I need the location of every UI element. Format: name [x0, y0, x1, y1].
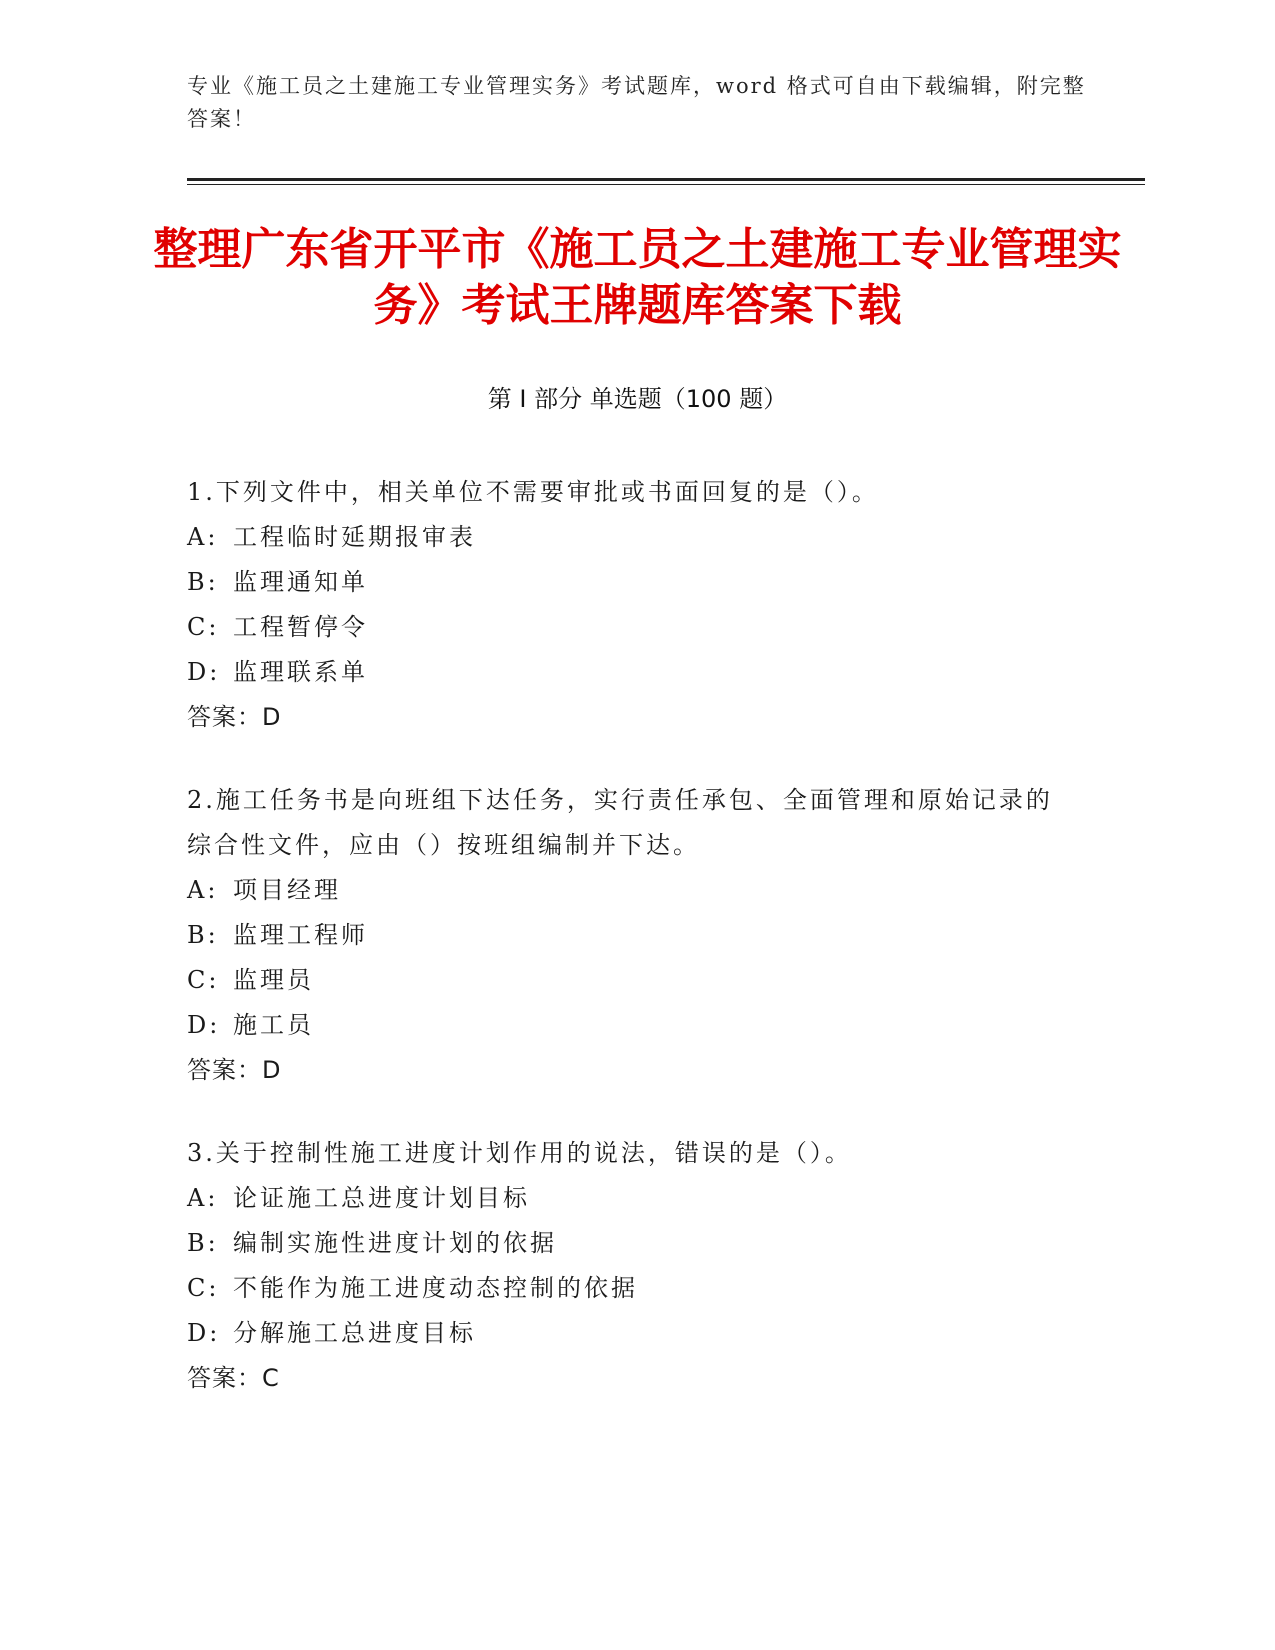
option-b	[187, 913, 1067, 958]
header-rule-thin	[187, 184, 1145, 185]
option-b	[187, 560, 1067, 605]
option-text: 不能作为施工进度动态控制的依据	[233, 1274, 638, 1302]
option-key: A:	[187, 523, 219, 551]
option-key: D:	[187, 1011, 221, 1039]
question-2	[187, 778, 1067, 1093]
question-stem: 1.下列文件中，相关单位不需要审批或书面回复的是（）。	[187, 478, 879, 506]
option-key: C:	[187, 1274, 220, 1302]
option-text: 分解施工总进度目标	[233, 1319, 476, 1347]
option-key: D:	[187, 658, 221, 686]
option-text: 编制实施性进度计划的依据	[233, 1229, 557, 1257]
question-1	[187, 470, 1067, 740]
option-text: 施工员	[233, 1011, 314, 1039]
option-key: B:	[187, 921, 219, 949]
question-3	[187, 1131, 1067, 1401]
option-key: A:	[187, 1184, 219, 1212]
option-d	[187, 650, 1067, 695]
answer-line: 答案：C	[187, 1364, 280, 1392]
option-key: B:	[187, 568, 219, 596]
option-key: B:	[187, 1229, 219, 1257]
question-list	[187, 470, 1067, 1439]
option-b	[187, 1221, 1067, 1266]
option-c	[187, 605, 1067, 650]
option-text: 工程暂停令	[233, 613, 368, 641]
option-d	[187, 1003, 1067, 1048]
option-c	[187, 958, 1067, 1003]
option-text: 论证施工总进度计划目标	[233, 1184, 530, 1212]
option-c	[187, 1266, 1067, 1311]
question-stem: 3.关于控制性施工进度计划作用的说法，错误的是（）。	[187, 1139, 852, 1167]
option-text: 监理联系单	[233, 658, 368, 686]
option-text: 项目经理	[233, 876, 341, 904]
option-key: C:	[187, 613, 220, 641]
option-a	[187, 515, 1067, 560]
option-text: 监理员	[233, 966, 314, 994]
header-rule-thick	[187, 178, 1145, 181]
section-heading: 第 I 部分 单选题（100 题）	[487, 385, 788, 413]
question-stem: 2.施工任务书是向班组下达任务，实行责任承包、全面管理和原始记录的综合性文件，应由（）按班组编制并下达。	[187, 786, 1053, 859]
answer-line: 答案：D	[187, 703, 282, 731]
option-text: 工程临时延期报审表	[233, 523, 476, 551]
option-text: 监理通知单	[233, 568, 368, 596]
option-a	[187, 1176, 1067, 1221]
option-key: C:	[187, 966, 220, 994]
option-text: 监理工程师	[233, 921, 368, 949]
answer-line: 答案：D	[187, 1056, 282, 1084]
document-title: 整理广东省开平市《施工员之土建施工专业管理实务》考试王牌题库答案下载	[153, 224, 1122, 331]
option-key: A:	[187, 876, 219, 904]
option-a	[187, 868, 1067, 913]
header-note: 专业《施工员之土建施工专业管理实务》考试题库，word 格式可自由下载编辑，附完整答案！	[187, 74, 1086, 131]
option-key: D:	[187, 1319, 221, 1347]
option-d	[187, 1311, 1067, 1356]
